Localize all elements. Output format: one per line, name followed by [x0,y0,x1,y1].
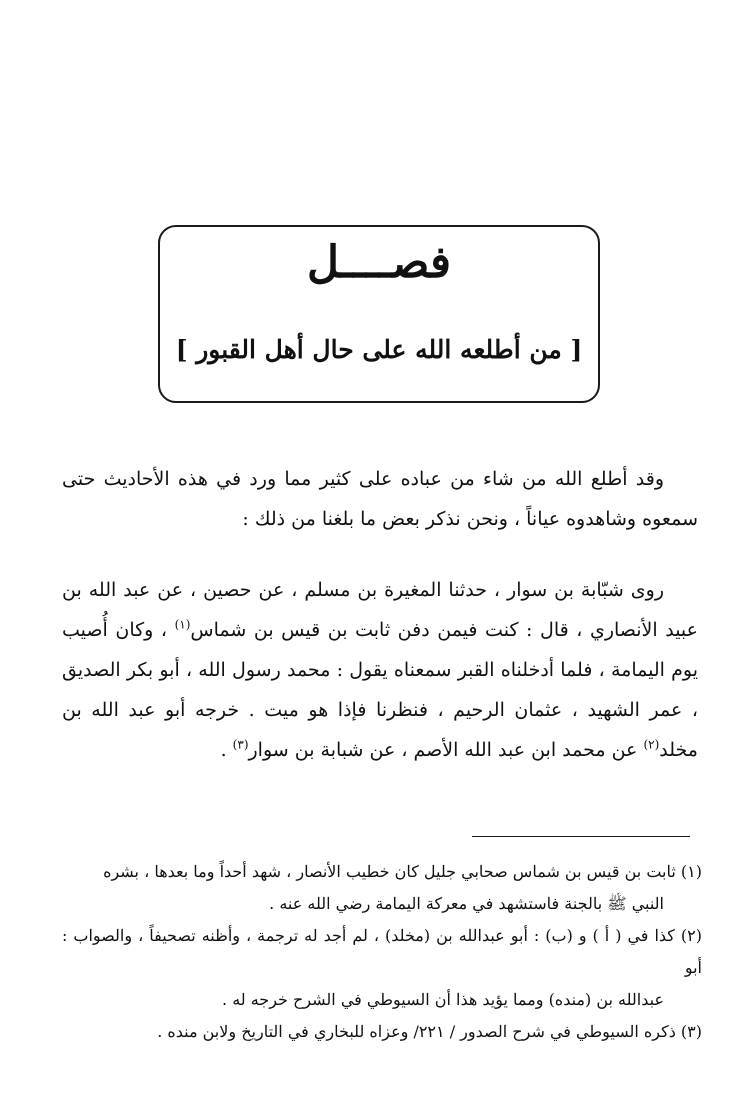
narration-end: . [220,739,227,761]
intro-paragraph: وقد أطلع الله من شاء من عباده على كثير مما ورد في هذه الأحاديث حتى سمعوه وشاهدوه عياناً ، ونحن نذكر بعض ما بلغنا من ذلك : [62,468,698,530]
footnotes [62,856,702,1048]
footnote-1-line-1: (١) ثابت بن قيس بن شماس صحابي جليل كان خطيب الأنصار ، شهد أحداً وما بعدها ، بشره [103,862,702,881]
footnote-ref-1: (١) [174,617,191,632]
narration-part-1: روى شبّابة بن سوار ، حدثنا المغيرة بن مسلم ، عن حصين ، عن عبد الله بن عبيد الأنصاري ، قال : كنت فيمن دفن ثابت بن قيس بن شماس [62,579,698,641]
narration-part-3: عن محمد ابن عبد الله الأصم ، عن شبابة بن سوار [248,739,638,761]
footnote-3 [62,1016,702,1048]
chapter-title-box [158,225,600,403]
narration-part-2: ، وكان أُصيب يوم اليمامة ، فلما أدخلناه القبر سمعناه يقول : محمد رسول الله ، أبو بكر الصديق ، عمر الشهيد ، عثمان الرحيم ، فنظرنا فإذا هو ميت . خرجه أبو عبد الله بن مخلد [62,619,698,761]
chapter-title: فصــــل [306,237,452,288]
narration-paragraph [62,570,698,770]
chapter-subtitle: [ من أطلعه الله على حال أهل القبور ] [175,335,583,364]
footnote-ref-2: (٢) [643,737,660,752]
footnote-1 [62,856,702,920]
footnote-3-line-1: (٣) ذكره السيوطي في شرح الصدور / ٢٢١/ وعزاه للبخاري في التاريخ ولابن منده . [157,1022,702,1041]
footnote-ref-3: (٣) [232,737,249,752]
footnote-1-line-2: النبي ﷺ بالجنة فاستشهد في معركة اليمامة رضي الله عنه . [269,894,664,913]
footnote-2-line-1: (٢) كذا في ( أ ) و (ب) : أبو عبدالله بن (مخلد) ، لم أجد له ترجمة ، وأظنه تصحيفاً ، والصواب : أبو [62,926,702,977]
footnote-2 [62,920,702,1016]
footnote-divider [472,836,690,837]
footnote-2-line-2: عبدالله بن (منده) ومما يؤيد هذا أن السيوطي في الشرح خرجه له . [222,990,664,1009]
